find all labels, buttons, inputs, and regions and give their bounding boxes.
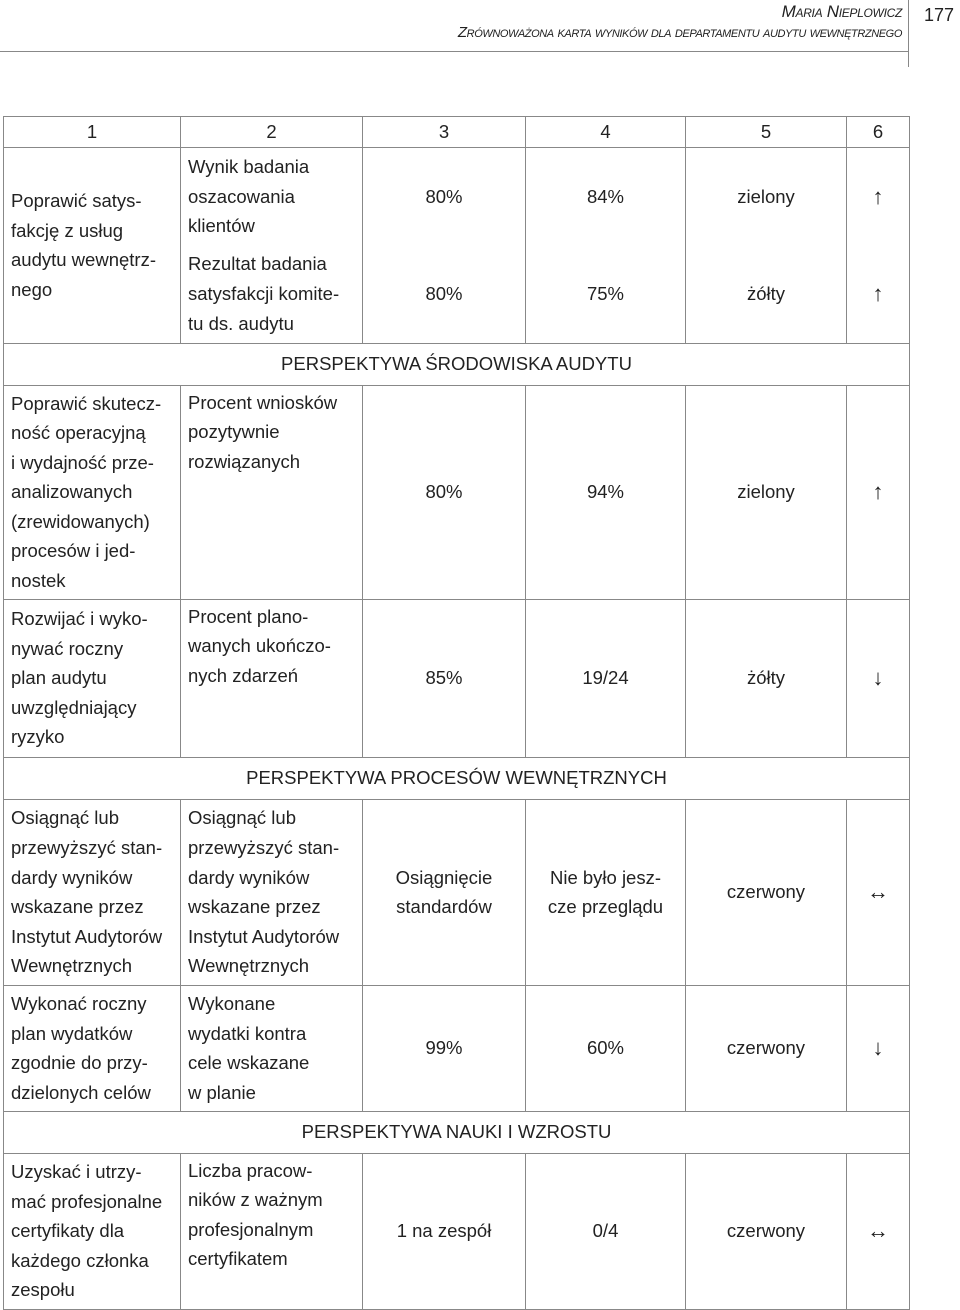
actual-cell: 60% — [526, 985, 686, 1111]
target-cell: 80% — [363, 147, 526, 245]
status-cell: czerwony — [686, 985, 847, 1111]
table-row — [4, 147, 910, 245]
trend-flat-icon: ↔ — [847, 1153, 910, 1309]
actual-cell: 75% — [526, 245, 686, 343]
measure-cell: Wykonane wydatki kontra cele wskazane w planie — [181, 985, 363, 1111]
section-heading: PERSPEKTYWA PROCESÓW WEWNĘTRZNYCH — [4, 757, 910, 799]
objective-cell: Wykonać roczny plan wydatków zgodnie do przy- dzielonych celów — [4, 985, 181, 1111]
trend-up-icon: ↑ — [847, 385, 910, 599]
column-number-row — [4, 117, 910, 148]
target-cell: 80% — [363, 245, 526, 343]
trend-up-icon: ↑ — [847, 245, 910, 343]
section-heading: PERSPEKTYWA ŚRODOWISKA AUDYTU — [4, 343, 910, 385]
status-cell: zielony — [686, 147, 847, 245]
measure-cell: Procent wniosków pozytywnie rozwiązanych — [181, 385, 363, 599]
measure-cell: Wynik badania oszacowania klientów — [181, 147, 363, 245]
table-row — [4, 985, 910, 1111]
status-cell: czerwony — [686, 799, 847, 985]
column-header: 3 — [363, 117, 526, 148]
measure-cell: Procent plano- wanych ukończo- nych zdarzeń — [181, 599, 363, 757]
status-cell: żółty — [686, 599, 847, 757]
table-row — [4, 1153, 910, 1309]
table-row — [4, 385, 910, 599]
objective-cell: Rozwijać i wyko- nywać roczny plan audytu uwzględniający ryzyko — [4, 599, 181, 757]
actual-cell: 84% — [526, 147, 686, 245]
target-cell: 85% — [363, 599, 526, 757]
objective-cell: Poprawić skutecz- ność operacyjną i wydajność prze- analizowanych (zrewidowanych) procesów i jed- nostek — [4, 385, 181, 599]
balanced-scorecard-table — [3, 116, 910, 1310]
section-row — [4, 1111, 910, 1153]
section-row — [4, 343, 910, 385]
target-cell: 99% — [363, 985, 526, 1111]
running-header — [0, 0, 960, 60]
objective-cell: Uzyskać i utrzy- mać profesjonalne certyfikaty dla każdego członka zespołu — [4, 1153, 181, 1309]
trend-down-icon: ↓ — [847, 599, 910, 757]
objective-cell: Osiągnąć lub przewyższyć stan- dardy wyników wskazane przez Instytut Audytorów Wewnętrznych — [4, 799, 181, 985]
actual-cell: 0/4 — [526, 1153, 686, 1309]
table-row — [4, 799, 910, 985]
header-rule — [0, 51, 908, 52]
page-number: 177 — [924, 5, 955, 25]
status-cell: czerwony — [686, 1153, 847, 1309]
column-header: 5 — [686, 117, 847, 148]
actual-cell: 19/24 — [526, 599, 686, 757]
column-header: 1 — [4, 117, 181, 148]
column-header: 4 — [526, 117, 686, 148]
measure-cell: Osiągnąć lub przewyższyć stan- dardy wyników wskazane przez Instytut Audytorów Wewnętrznych — [181, 799, 363, 985]
trend-down-icon: ↓ — [847, 985, 910, 1111]
target-cell: 1 na zespół — [363, 1153, 526, 1309]
target-cell: Osiągnięcie standardów — [363, 799, 526, 985]
trend-up-icon: ↑ — [847, 147, 910, 245]
header-author: Maria Nieplowicz — [781, 2, 902, 21]
column-header: 6 — [847, 117, 910, 148]
actual-cell: Nie było jesz- cze przeglądu — [526, 799, 686, 985]
status-cell: zielony — [686, 385, 847, 599]
table-row — [4, 599, 910, 757]
section-heading: PERSPEKTYWA NAUKI I WZROSTU — [4, 1111, 910, 1153]
status-cell: żółty — [686, 245, 847, 343]
target-cell: 80% — [363, 385, 526, 599]
measure-cell: Liczba pracow- ników z ważnym profesjonalnym certyfikatem — [181, 1153, 363, 1309]
objective-cell: Poprawić satys- fakcję z usług audytu wewnętrz- nego — [4, 147, 181, 343]
actual-cell: 94% — [526, 385, 686, 599]
trend-flat-icon: ↔ — [847, 799, 910, 985]
column-header: 2 — [181, 117, 363, 148]
section-row — [4, 757, 910, 799]
measure-cell: Rezultat badania satysfakcji komite- tu ds. audytu — [181, 245, 363, 343]
header-vertical-rule — [908, 0, 909, 67]
header-title: Zrównoważona karta wyników dla departamentu audytu wewnętrznego — [457, 24, 902, 41]
